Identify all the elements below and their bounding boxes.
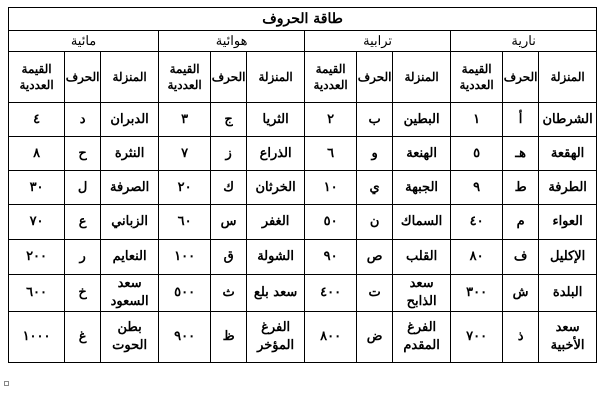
mansion-cell: الطرفة bbox=[539, 171, 597, 205]
value-cell: ٢٠ bbox=[159, 171, 211, 205]
group-header: هوائية bbox=[159, 31, 305, 52]
numeric-value-column-header: القيمة العددية bbox=[9, 52, 65, 103]
letter-cell: ح bbox=[65, 137, 101, 171]
value-cell: ٤ bbox=[9, 103, 65, 137]
letter-cell: خ bbox=[65, 275, 101, 312]
value-cell: ٢ bbox=[305, 103, 357, 137]
table-row bbox=[9, 171, 597, 205]
value-cell: ٨٠٠ bbox=[305, 312, 357, 363]
letter-column-header: الحرف bbox=[503, 52, 539, 103]
mansion-cell: الزباني bbox=[101, 205, 159, 240]
mansion-cell: الهنعة bbox=[393, 137, 451, 171]
letter-cell: ب bbox=[357, 103, 393, 137]
value-cell: ٤٠٠ bbox=[305, 275, 357, 312]
letter-cell: س bbox=[211, 205, 247, 240]
mansion-cell: القلب bbox=[393, 240, 451, 275]
value-cell: ٣٠٠ bbox=[451, 275, 503, 312]
paragraph-anchor-mark bbox=[4, 381, 9, 386]
group-header: ترابية bbox=[305, 31, 451, 52]
mansion-cell: الدبران bbox=[101, 103, 159, 137]
value-cell: ٢٠٠ bbox=[9, 240, 65, 275]
mansion-cell: الهقعة bbox=[539, 137, 597, 171]
value-cell: ٩٠٠ bbox=[159, 312, 211, 363]
letter-column-header: الحرف bbox=[357, 52, 393, 103]
numeric-value-column-header: القيمة العددية bbox=[305, 52, 357, 103]
letter-cell: ر bbox=[65, 240, 101, 275]
value-cell: ٥٠٠ bbox=[159, 275, 211, 312]
mansion-cell: السماك bbox=[393, 205, 451, 240]
letter-cell: ن bbox=[357, 205, 393, 240]
table-container bbox=[8, 7, 596, 353]
letter-cell: د bbox=[65, 103, 101, 137]
letter-cell: ك bbox=[211, 171, 247, 205]
mansion-column-header: المنزلة bbox=[393, 52, 451, 103]
value-cell: ٣٠ bbox=[9, 171, 65, 205]
letter-cell: ش bbox=[503, 275, 539, 312]
mansion-cell: الصرفة bbox=[101, 171, 159, 205]
letter-cell: ي bbox=[357, 171, 393, 205]
mansion-cell: سعد الأخبية bbox=[539, 312, 597, 363]
mansion-cell: الثريا bbox=[247, 103, 305, 137]
letter-cell: ت bbox=[357, 275, 393, 312]
mansion-cell: الغفر bbox=[247, 205, 305, 240]
letter-cell: هـ bbox=[503, 137, 539, 171]
mansion-cell: سعد السعود bbox=[101, 275, 159, 312]
value-cell: ٨ bbox=[9, 137, 65, 171]
letter-cell: ذ bbox=[503, 312, 539, 363]
mansion-cell: الجبهة bbox=[393, 171, 451, 205]
letter-cell: ط bbox=[503, 171, 539, 205]
letter-cell: م bbox=[503, 205, 539, 240]
letter-cell: ل bbox=[65, 171, 101, 205]
letter-cell: ظ bbox=[211, 312, 247, 363]
mansion-cell: النثرة bbox=[101, 137, 159, 171]
value-cell: ٦٠ bbox=[159, 205, 211, 240]
value-cell: ١٠٠٠ bbox=[9, 312, 65, 363]
mansion-cell: سعد الذابح bbox=[393, 275, 451, 312]
letter-cell: غ bbox=[65, 312, 101, 363]
mansion-cell: الشرطان bbox=[539, 103, 597, 137]
mansion-column-header: المنزلة bbox=[539, 52, 597, 103]
mansion-cell: البطين bbox=[393, 103, 451, 137]
letter-cell: ض bbox=[357, 312, 393, 363]
value-cell: ٩ bbox=[451, 171, 503, 205]
mansion-column-header: المنزلة bbox=[101, 52, 159, 103]
letter-cell: أ bbox=[503, 103, 539, 137]
numeric-value-column-header: القيمة العددية bbox=[451, 52, 503, 103]
letter-cell: ث bbox=[211, 275, 247, 312]
mansion-cell: الفرغ المؤخر bbox=[247, 312, 305, 363]
mansion-column-header: المنزلة bbox=[247, 52, 305, 103]
letter-cell: ج bbox=[211, 103, 247, 137]
value-cell: ٦٠٠ bbox=[9, 275, 65, 312]
value-cell: ٧٠ bbox=[9, 205, 65, 240]
mansion-cell: الذراع bbox=[247, 137, 305, 171]
numeric-value-column-header: القيمة العددية bbox=[159, 52, 211, 103]
mansion-cell: البلدة bbox=[539, 275, 597, 312]
table-row bbox=[9, 240, 597, 275]
mansion-cell: بطن الحوت bbox=[101, 312, 159, 363]
table-row bbox=[9, 103, 597, 137]
value-cell: ٩٠ bbox=[305, 240, 357, 275]
letter-cell: ف bbox=[503, 240, 539, 275]
letter-column-header: الحرف bbox=[65, 52, 101, 103]
value-cell: ١ bbox=[451, 103, 503, 137]
table-title: طاقة الحروف bbox=[9, 8, 597, 31]
mansion-cell: سعد بلع bbox=[247, 275, 305, 312]
mansion-cell: الشولة bbox=[247, 240, 305, 275]
mansion-cell: الخرثان bbox=[247, 171, 305, 205]
value-cell: ٧ bbox=[159, 137, 211, 171]
value-cell: ٥٠ bbox=[305, 205, 357, 240]
value-cell: ٥ bbox=[451, 137, 503, 171]
letters-energy-table bbox=[8, 7, 597, 363]
mansion-cell: الفرغ المقدم bbox=[393, 312, 451, 363]
mansion-cell: الإكليل bbox=[539, 240, 597, 275]
group-header: نارية bbox=[451, 31, 597, 52]
letter-cell: ز bbox=[211, 137, 247, 171]
value-cell: ١٠٠ bbox=[159, 240, 211, 275]
value-cell: ٦ bbox=[305, 137, 357, 171]
table-row bbox=[9, 137, 597, 171]
group-header: مائية bbox=[9, 31, 159, 52]
value-cell: ٧٠٠ bbox=[451, 312, 503, 363]
letter-cell: ص bbox=[357, 240, 393, 275]
mansion-cell: النعايم bbox=[101, 240, 159, 275]
letter-cell: و bbox=[357, 137, 393, 171]
letter-cell: ع bbox=[65, 205, 101, 240]
value-cell: ٤٠ bbox=[451, 205, 503, 240]
value-cell: ٨٠ bbox=[451, 240, 503, 275]
value-cell: ١٠ bbox=[305, 171, 357, 205]
letter-cell: ق bbox=[211, 240, 247, 275]
table-row bbox=[9, 205, 597, 240]
table-row bbox=[9, 312, 597, 363]
mansion-cell: العواء bbox=[539, 205, 597, 240]
value-cell: ٣ bbox=[159, 103, 211, 137]
letter-column-header: الحرف bbox=[211, 52, 247, 103]
table-row bbox=[9, 275, 597, 312]
